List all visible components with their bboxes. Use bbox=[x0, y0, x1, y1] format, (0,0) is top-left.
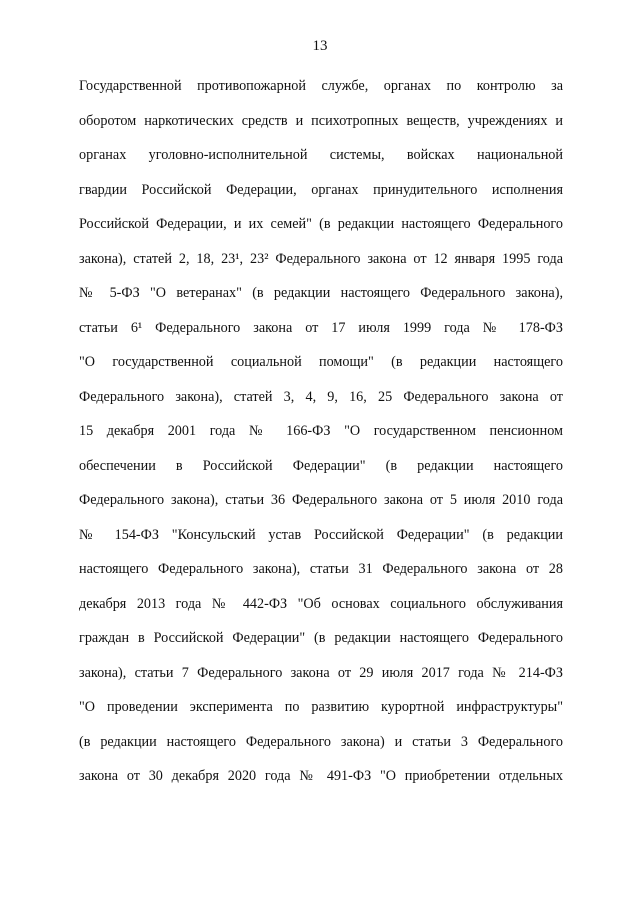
text-line: органах уголовно-исполнительной системы, войсках национальной bbox=[79, 147, 563, 163]
body-text bbox=[79, 76, 563, 801]
text-line: оборотом наркотических средств и психотропных веществ, учреждениях и bbox=[79, 112, 563, 129]
text-line: Государственной противопожарной службе, органах по контролю за bbox=[79, 78, 563, 94]
text-line: гвардии Российской Федерации, органах принудительного исполнения bbox=[79, 181, 563, 198]
text-line: (в редакции настоящего Федерального закона) и статьи 3 Федерального bbox=[79, 733, 563, 750]
text-line: закона), статей 2, 18, 23¹, 23² Федерального закона от 12 января 1995 года bbox=[79, 250, 563, 267]
text-line: закона от 30 декабря 2020 года № 491-ФЗ "О приобретении отдельных bbox=[79, 768, 563, 784]
text-line: настоящего Федерального закона), статьи 31 Федерального закона от 28 bbox=[79, 561, 563, 577]
text-line: Федерального закона), статьи 36 Федерального закона от 5 июля 2010 года bbox=[79, 492, 563, 508]
text-line: декабря 2013 года № 442-ФЗ "Об основах социального обслуживания bbox=[79, 595, 563, 612]
text-line: обеспечении в Российской Федерации" (в редакции настоящего bbox=[79, 457, 563, 474]
text-line: Российской Федерации, и их семей" (в редакции настоящего Федерального bbox=[79, 216, 563, 232]
text-line: 15 декабря 2001 года № 166-ФЗ "О государственном пенсионном bbox=[79, 423, 563, 439]
text-line: закона), статьи 7 Федерального закона от 29 июля 2017 года № 214-ФЗ bbox=[79, 664, 563, 681]
text-line: Федерального закона), статей 3, 4, 9, 16, 25 Федерального закона от bbox=[79, 388, 563, 405]
text-line: "О государственной социальной помощи" (в редакции настоящего bbox=[79, 354, 563, 370]
text-line: "О проведении эксперимента по развитию курортной инфраструктуры" bbox=[79, 699, 563, 715]
text-line: граждан в Российской Федерации" (в редакции настоящего Федерального bbox=[79, 630, 563, 646]
text-line: № 5-ФЗ "О ветеранах" (в редакции настоящего Федерального закона), bbox=[79, 285, 563, 301]
text-line: статьи 6¹ Федерального закона от 17 июля 1999 года № 178-ФЗ bbox=[79, 319, 563, 336]
text-line: № 154-ФЗ "Консульский устав Российской Федерации" (в редакции bbox=[79, 526, 563, 543]
page-number: 13 bbox=[312, 38, 328, 54]
